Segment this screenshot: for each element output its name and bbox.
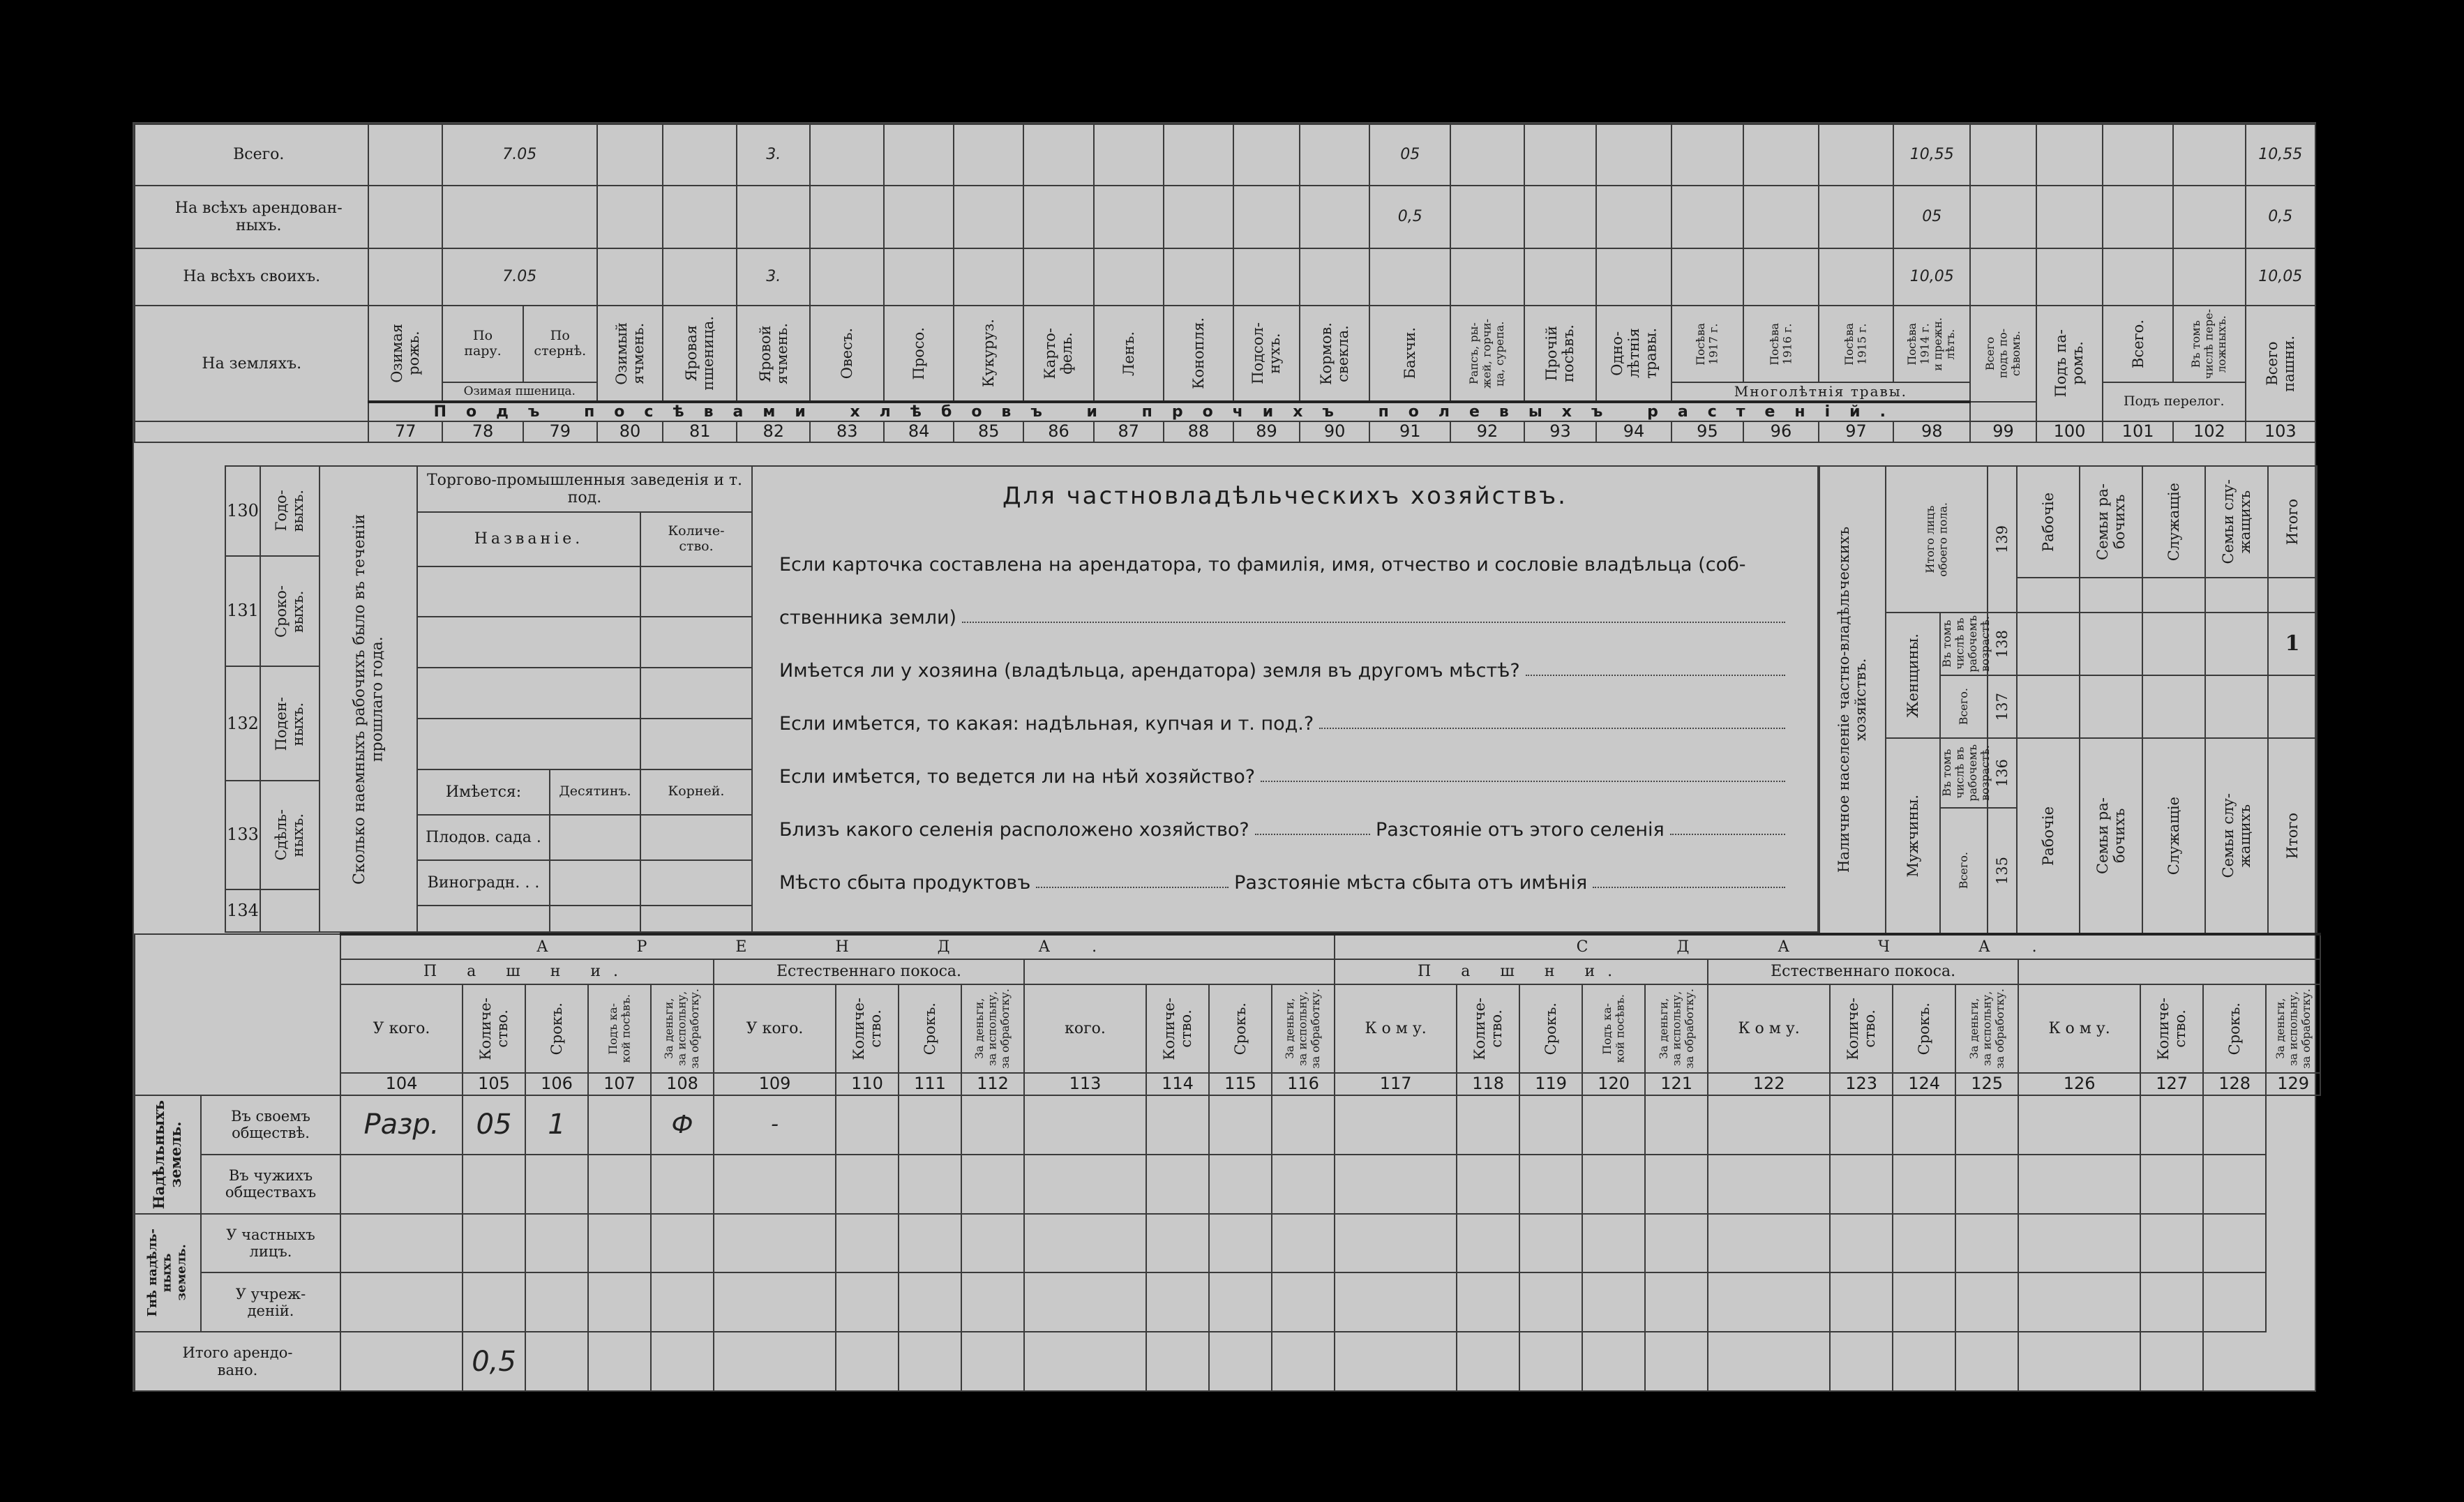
col-num: 84: [884, 421, 954, 442]
q6b-text: Разстоянiе мѣста сбыта отъ имѣнiя: [1234, 872, 1588, 894]
col-num-136: 136: [1993, 758, 2011, 788]
col-sown-1914: Посѣва 1914 г. и прежн. лѣтъ.: [1905, 317, 1958, 371]
pop-col-employee-families-bottom: Семьи слу- жащихъ: [2219, 793, 2253, 878]
col-num: 110: [836, 1073, 899, 1095]
all-bakhchi: 05: [1369, 124, 1450, 186]
pop-col-workers: Рабочiе: [2039, 492, 2057, 552]
sdacha-pay-3: За деньги, за испольну, за обработку.: [2273, 989, 2313, 1069]
col-num: 127: [2140, 1073, 2203, 1095]
pop-col-workers-bottom: Рабочiе: [2039, 806, 2057, 866]
perelog-label: Подъ перелог.: [2103, 382, 2246, 421]
lease-table: [134, 933, 2321, 1392]
q1-text: Если карточка составлена на арендатора, то фамилiя, имя, отчество и сословiе владѣльца (соб-: [779, 554, 1746, 576]
row-own-society: Въ своемъ обществѣ.: [201, 1095, 340, 1155]
table-row: [135, 1155, 2320, 1214]
sdacha-qty-1: Количе- ство.: [1471, 997, 1505, 1060]
table-row: [135, 1095, 2320, 1155]
trade-count-header: Количе- ство.: [640, 512, 752, 566]
own-ozim-wheat: 7.05: [442, 248, 597, 306]
lease-number-row: [135, 1073, 2320, 1095]
col-flax: Ленъ.: [1120, 331, 1137, 376]
col-num: 100: [2036, 421, 2103, 442]
sdacha-to-3: К о м у.: [2018, 984, 2140, 1073]
sdacha-term-3: Срокъ.: [2226, 1002, 2244, 1056]
sdacha-to-1: К о м у.: [1335, 984, 1457, 1073]
arenda-crop-1: Подъ ка- кой посѣвъ.: [606, 994, 632, 1063]
col-fallow-all: Всего.: [2129, 320, 2147, 368]
row-label-on-lands: На земляхъ.: [135, 306, 368, 421]
col-num: 122: [1708, 1073, 1830, 1095]
table-row: [135, 1332, 2320, 1391]
table-row: [135, 1272, 2320, 1332]
women-total: Всего.: [1956, 688, 1970, 726]
col-ozim-rye: Озимая рожь.: [389, 324, 423, 383]
garden-label: Плодов. сада .: [417, 815, 550, 860]
ozim-wheat-label: Озимая пшеница.: [442, 382, 597, 402]
col-num-133: 133: [225, 781, 260, 889]
col-num-130: 130: [225, 466, 260, 556]
col-num: 88: [1164, 421, 1233, 442]
col-num: 124: [1893, 1073, 1955, 1095]
yearly-workers: Годо- выхъ.: [273, 490, 307, 532]
col-num: 113: [1024, 1073, 1146, 1095]
trade-title: Торгово-промышленныя заведенiя и т. под.: [417, 466, 752, 512]
q6: [779, 841, 1791, 894]
col-fallow-wheat: По пару.: [442, 306, 523, 382]
arenda-term-2: Срокъ.: [921, 1002, 938, 1056]
col-num-135: 135: [1993, 856, 2011, 885]
q3-text: Если имѣется, то какая: надѣльная, купчая и т. под.?: [779, 713, 1314, 735]
col-num: 92: [1450, 421, 1524, 442]
col-num: 105: [463, 1073, 525, 1095]
men-label: Мужчины.: [1904, 794, 1921, 878]
hw-pay: Ф: [651, 1095, 714, 1155]
col-num: 108: [651, 1073, 714, 1095]
vineyard-label: Виноградн. . .: [417, 860, 550, 906]
col-num: 80: [597, 421, 663, 442]
col-num-138: 138: [1993, 629, 2011, 659]
men-total: Всего.: [1956, 852, 1970, 889]
arenda-from-3: кого.: [1024, 984, 1146, 1073]
col-bakhchi: Бахчи.: [1402, 327, 1419, 380]
q2-text: Имѣется ли у хозяина (владѣльца, арендатора) земля въ другомъ мѣстѣ?: [779, 660, 1520, 682]
pop-col-worker-families: Семьи ра- бочихъ: [2094, 483, 2128, 560]
perennial-grass-label: Многолѣтнiя травы.: [1672, 382, 1970, 402]
sdacha-title: С Д А Ч А.: [1335, 934, 2320, 959]
col-num: 103: [2246, 421, 2315, 442]
row-institutions: У учреж- денiй.: [201, 1272, 340, 1332]
col-num: 115: [1209, 1073, 1272, 1095]
population-title: Наличное населенiе частно-владѣльческихъ хозяйствъ.: [1835, 526, 1870, 873]
answer-line[interactable]: [1319, 728, 1785, 729]
col-hemp: Конопля.: [1189, 317, 1207, 389]
row-total-leased: Итого арендо- вано.: [135, 1332, 340, 1391]
col-potato: Карто- фель.: [1042, 327, 1076, 380]
col-num: 95: [1672, 421, 1743, 442]
col-rapeseed: Рапсъ, ры- жей, горчи- ца, сурепа.: [1467, 318, 1507, 389]
col-oats: Овесъ.: [839, 327, 856, 380]
arenda-pay-2: За деньги, за испольну, за обработку.: [972, 989, 1012, 1069]
q5: [779, 788, 1791, 841]
hw-from: Разр.: [340, 1095, 463, 1155]
col-num: 77: [368, 421, 442, 442]
col-num: 81: [663, 421, 737, 442]
col-num: 129: [2266, 1073, 2320, 1095]
col-yar-wheat: Яровая пшеница.: [683, 316, 717, 391]
col-sown-1917: Посѣва 1917 г.: [1694, 322, 1720, 366]
sdacha-qty-2: Количе- ство.: [1844, 997, 1879, 1060]
row-other-society: Въ чужихъ обществахъ: [201, 1155, 340, 1214]
col-num: 86: [1023, 421, 1093, 442]
pop-col-employees-bottom: Служащiе: [2165, 796, 2182, 876]
q5a-text: Близъ какого селенiя расположено хозяйство?: [779, 819, 1249, 841]
col-num: 97: [1819, 421, 1894, 442]
summary-rows: [134, 123, 2316, 443]
col-num: 126: [2018, 1073, 2140, 1095]
col-num: 107: [588, 1073, 651, 1095]
both-sexes-label: Итого лицъ обоего пола.: [1923, 502, 1949, 577]
table-row: [135, 1214, 2320, 1273]
answer-line[interactable]: [1593, 887, 1785, 888]
col-sunflower: Подсол- нухъ.: [1249, 322, 1284, 384]
col-num: 119: [1519, 1073, 1582, 1095]
q2: [779, 629, 1791, 682]
women-working-age: Въ томъ числѣ въ рабочемъ возрастѣ.: [1940, 615, 1992, 673]
col-num: 89: [1233, 421, 1300, 442]
col-num: 82: [737, 421, 811, 442]
col-num-134: 134: [225, 889, 260, 932]
col-corn: Кукуруз.: [980, 319, 998, 388]
q1b: [779, 576, 1791, 629]
rented-bakhchi: 0,5: [1369, 186, 1450, 248]
total-mark: 1: [2268, 613, 2317, 675]
col-num: 102: [2173, 421, 2245, 442]
row-label-own: На всѣхъ своихъ.: [135, 248, 368, 306]
sdacha-qty-3: Количе- ство.: [2154, 997, 2189, 1060]
col-num: 90: [1300, 421, 1369, 442]
col-num: 99: [1970, 421, 2036, 442]
col-sown-1916: Посѣва 1916 г.: [1767, 322, 1794, 366]
sdacha-pay-1: За деньги, за испольну, за обработку.: [1656, 989, 1696, 1069]
pop-col-total: Итого: [2283, 498, 2301, 546]
col-sown-1915: Посѣва 1915 г.: [1842, 322, 1869, 366]
col-num: 83: [810, 421, 884, 442]
private-households-box: [751, 465, 1819, 933]
col-num: 94: [1596, 421, 1672, 442]
pop-col-employees: Служащiе: [2165, 482, 2182, 562]
arenda-qty-1: Количе- ство.: [476, 997, 511, 1060]
col-other-crop: Прочiй посѣвъ.: [1543, 324, 1577, 382]
q6a-text: Мѣсто сбыта продуктовъ: [779, 872, 1031, 894]
row-label-rented: На всѣхъ арендован- ныхъ.: [135, 186, 368, 248]
q1: [779, 523, 1791, 576]
hw-qty: 05: [463, 1095, 525, 1155]
term-workers: Сроко- выхъ.: [273, 585, 307, 638]
sdacha-term-2: Срокъ.: [1916, 1002, 1933, 1056]
col-stubble-wheat: По стернѣ.: [523, 306, 597, 382]
col-num: 117: [1335, 1073, 1457, 1095]
arenda-from-1: У кого.: [340, 984, 463, 1073]
rented-total-arable: 0,5: [2246, 186, 2315, 248]
private-title: Для частновладѣльческихъ хозяйствъ.: [1002, 482, 1568, 510]
col-num: 85: [954, 421, 1023, 442]
col-num: 93: [1524, 421, 1596, 442]
q3: [779, 682, 1791, 735]
own-yarovoy-barley: 3.: [737, 248, 811, 306]
hw-total: 0,5: [463, 1332, 525, 1391]
col-num: 118: [1457, 1073, 1519, 1095]
col-num: 78: [442, 421, 523, 442]
has-label: Имѣется:: [417, 769, 550, 815]
col-num: 104: [340, 1073, 463, 1095]
all-total-arable: 10,55: [2246, 124, 2315, 186]
col-total-sown: Всего подъ по- сѣвомъ.: [1983, 329, 2022, 379]
arenda-term-1: Срокъ.: [548, 1002, 565, 1056]
col-fodder-beet: Кормов. свекла.: [1317, 322, 1352, 385]
col-num: 111: [899, 1073, 961, 1095]
hired-workers-label: Сколько наемныхъ рабочихъ было въ теченiи прошлаго года.: [350, 513, 386, 885]
sdacha-term-1: Срокъ.: [1542, 1002, 1560, 1056]
col-num: 125: [1955, 1073, 2018, 1095]
col-num: 120: [1582, 1073, 1645, 1095]
arenda-title: А Р Е Н Д А.: [340, 934, 1335, 959]
trade-table: [416, 465, 753, 933]
q5b-text: Разстоянiе отъ этого селенiя: [1375, 819, 1665, 841]
col-fallow-perelog: Въ томъ числѣ пере- ложныхъ.: [2189, 308, 2229, 380]
hw-term: 1: [525, 1095, 588, 1155]
pop-col-worker-families-bottom: Семьи ра- бочихъ: [2094, 797, 2128, 874]
hw-dash: -: [714, 1095, 836, 1155]
answer-line[interactable]: [1255, 834, 1370, 835]
answer-line[interactable]: [962, 622, 1785, 623]
hired-workers-table: [225, 465, 418, 933]
col-num: 87: [1094, 421, 1164, 442]
piece-workers: Сдѣль- ныхъ.: [273, 809, 307, 861]
arenda-term-3: Срокъ.: [1231, 1002, 1249, 1056]
col-num: 96: [1743, 421, 1819, 442]
all-total-sown: 10,55: [1893, 124, 1970, 186]
sdacha-hay: Естественнаго покоса.: [1708, 959, 2018, 984]
col-under-fallow: Подъ па- ромъ.: [2052, 329, 2087, 398]
col-num-137: 137: [1993, 692, 2011, 721]
sdacha-to-2: К о м у.: [1708, 984, 1830, 1073]
side-other-label: Гнѣ надѣль- ныхъ земель.: [145, 1229, 189, 1317]
rented-total-sown: 05: [1893, 186, 1970, 248]
arenda-qty-2: Количе- ство.: [850, 997, 884, 1060]
own-total-arable: 10,05: [2246, 248, 2315, 306]
col-num-139: 139: [1993, 525, 2011, 554]
col-num-131: 131: [225, 556, 260, 667]
crop-number-row: [135, 421, 2315, 442]
col-annual-grass: Одно- лѣтнiя травы.: [1608, 328, 1660, 379]
col-num: 121: [1645, 1073, 1708, 1095]
arenda-pashni: П а ш н и.: [340, 959, 714, 984]
desyatin-header: Десятинъ.: [550, 769, 640, 815]
q4: [779, 735, 1791, 788]
answer-line[interactable]: [1670, 834, 1785, 835]
col-num: 106: [525, 1073, 588, 1095]
sdacha-crop-1: Подъ ка- кой посѣвъ.: [1600, 994, 1627, 1063]
col-num-132: 132: [225, 666, 260, 781]
col-num: 114: [1146, 1073, 1209, 1095]
answer-line[interactable]: [1261, 781, 1785, 782]
census-card-sheet: [133, 122, 2316, 1392]
col-num: 91: [1369, 421, 1450, 442]
row-label-all: Всего.: [135, 124, 368, 186]
q1b-text: ственника земли): [779, 607, 957, 629]
crops-banner: Подъ посѣвами хлѣбовъ и прочихъ полевыхъ растенiй.: [368, 402, 1970, 421]
arenda-from-2: У кого.: [714, 984, 836, 1073]
own-total-sown: 10,05: [1893, 248, 1970, 306]
col-num: 128: [2203, 1073, 2266, 1095]
men-working-age: Въ томъ числѣ въ рабочемъ возрастѣ.: [1940, 744, 1992, 802]
women-label: Женщины.: [1904, 633, 1921, 718]
col-yar-barley: Яровой ячмень.: [756, 322, 790, 384]
all-yarovoy-barley: 3.: [737, 124, 811, 186]
col-num: 123: [1830, 1073, 1893, 1095]
arenda-qty-3: Количе- ство.: [1160, 997, 1194, 1060]
pop-col-total-bottom: Итого: [2283, 812, 2301, 859]
arenda-pay-3: За деньги, за испольну, за обработку.: [1283, 989, 1323, 1069]
population-table: [1819, 465, 2317, 934]
answer-line[interactable]: [1526, 675, 1785, 676]
sdacha-pashni: П а ш н и.: [1335, 959, 1708, 984]
col-num: 112: [961, 1073, 1024, 1095]
answer-line[interactable]: [1036, 887, 1229, 888]
col-num: 109: [714, 1073, 836, 1095]
arenda-hay: Естественнаго покоса.: [714, 959, 1024, 984]
row-private-persons: У частныхъ лицъ.: [201, 1214, 340, 1273]
roots-header: Корней.: [640, 769, 752, 815]
col-num: 116: [1272, 1073, 1335, 1095]
col-num: 98: [1893, 421, 1970, 442]
daily-workers: Поден- ныхъ.: [273, 696, 307, 751]
trade-name-header: Названiе.: [417, 512, 640, 566]
col-millet: Просо.: [910, 326, 928, 380]
col-num: 101: [2103, 421, 2173, 442]
pop-col-employee-families: Семьи слу- жащихъ: [2219, 479, 2253, 564]
col-num: 79: [523, 421, 597, 442]
side-nadel-label: Надѣльныхъ земель.: [150, 1099, 185, 1209]
col-ozim-barley: Озимый ячмень.: [613, 322, 647, 385]
q4-text: Если имѣется, то ведется ли на нѣй хозяйство?: [779, 766, 1256, 788]
sdacha-pay-2: За деньги, за испольну, за обработку.: [1967, 989, 2006, 1069]
arenda-pay-1: За деньги, за испольну, за обработку.: [662, 989, 702, 1069]
all-ozim-wheat: 7.05: [442, 124, 597, 186]
col-total-arable: Всего пашни.: [2263, 335, 2297, 392]
